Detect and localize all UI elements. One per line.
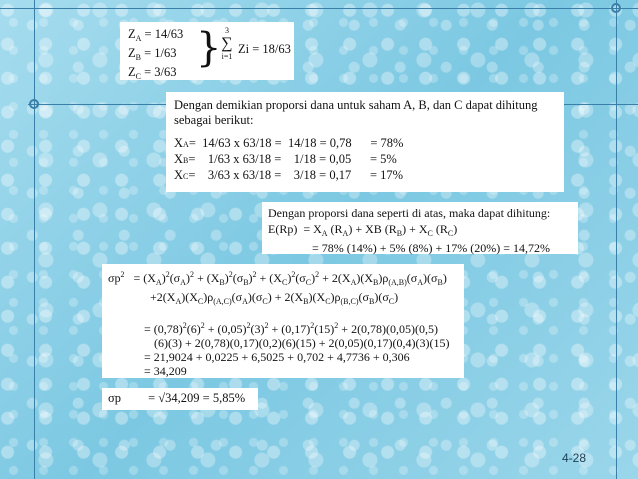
slide-number: 4-28 <box>561 451 586 465</box>
variance-formula-2: $+2(X_A)(X_C)\rho_{(A,C)}(\sigma_A)(\sigma_C) + 2(X_B)(X_C)\rho_{(B,C)}(\sigma_B)(\sigma_C)$ <box>150 290 399 306</box>
x-c-row: X C = 3/63 x 63/18 = 3/18 = 0,17 = 17% <box>174 168 404 182</box>
x-a-row: X A = 14/63 x 63/18 = 14/18 = 0,78 = 78% <box>174 136 404 150</box>
variance-calc-2: (6)(3) + 2(0,78)(0,17)(0,2)(6)(15) + 2(0,05)(0,17)(0,4)(3)(15) <box>154 336 450 350</box>
proportion-intro: Dengan demikian proporsi dana untuk saham A, B, dan C dapat dihitung sebagai berikut: <box>174 98 538 127</box>
std-dev-label: σp <box>108 391 121 405</box>
z-c-line: $Z_C = 3/63$ <box>128 65 177 81</box>
sum-upper-limit: 3 <box>225 26 229 35</box>
sum-expression: Zi = 18/63 <box>238 42 291 56</box>
expected-return-formula: $E(Rp) = X_A$ $(R_A)$ + XB $(R_B) + X_C$ $(R_C)$ <box>268 222 458 238</box>
proportion-box <box>166 92 564 192</box>
std-dev-box <box>102 388 258 410</box>
sigma-icon: ∑ <box>221 35 233 52</box>
z-a-line: $Z_A = 14/63$ <box>128 27 184 43</box>
frame-line-right <box>616 0 617 479</box>
z-values-box <box>120 22 294 80</box>
frame-line-left <box>34 0 35 479</box>
frame-line-top <box>0 8 638 9</box>
variance-result: = 34,209 <box>144 364 187 378</box>
expected-return-box <box>262 202 578 254</box>
brace: } <box>196 25 222 71</box>
expected-return-intro: Dengan proporsi dana seperti di atas, maka dapat dihitung: <box>268 206 551 220</box>
z-b-line: $Z_B = 1/63$ <box>128 46 177 62</box>
sum-lower-limit: i=1 <box>221 52 233 61</box>
expected-return-result: = 78% (14%) + 5% (8%) + 17% (20%) = 14,72% <box>312 241 551 255</box>
std-dev-result: = √34,209 = 5,85% <box>148 391 246 405</box>
variance-calc-1: = $(0,78)^2(6)^2 + (0,05)^2(3)^2 + (0,17)^2(15)^2 + 2(0,78)(0,05)(0,5)$ <box>144 321 439 336</box>
variance-box <box>102 264 464 378</box>
x-b-row: X B = 1/63 x 63/18 = 1/18 = 0,05 = 5% <box>174 152 397 166</box>
frame-node-left <box>29 99 39 109</box>
frame-node-right <box>611 3 621 13</box>
variance-calc-3: = 21,9024 + 0,0225 + 6,5025 + 0,702 + 4,7736 + 0,306 <box>144 350 410 364</box>
variance-formula-1: $\sigma p^2 = (X_A)^2(\sigma_A)^2 + (X_B)^2(\sigma_B)^2 + (X_C)^2(\sigma_C)^2 + 2(X_A)(X_B)\rho_{(A,B)}(\sigma_A)(\sigma_B)$ <box>108 270 447 287</box>
